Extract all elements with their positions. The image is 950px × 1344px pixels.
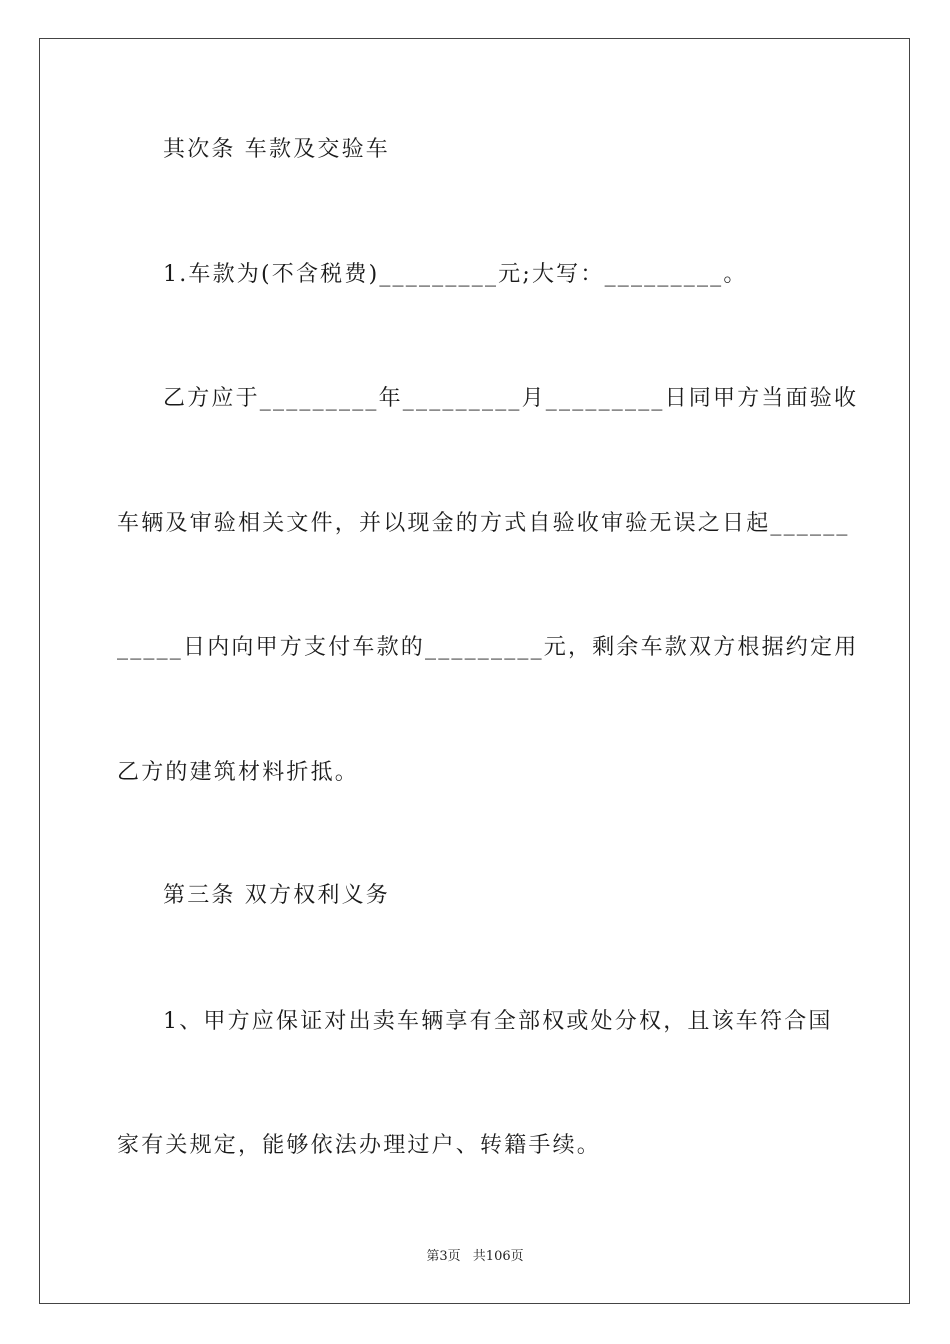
article-2-heading: 其次条 车款及交验车 bbox=[163, 137, 390, 162]
paragraph-line: 1、甲方应保证对出卖车辆享有全部权或处分权，且该车符合国 bbox=[163, 1009, 833, 1034]
article-3-heading: 第三条 双方权利义务 bbox=[163, 883, 390, 908]
paragraph-line: 1.车款为(不含税费)_________元;大写：_________。 bbox=[163, 262, 748, 287]
paragraph-line: 车辆及审验相关文件，并以现金的方式自验收审验无误之日起______ bbox=[117, 511, 850, 536]
paragraph-line: 乙方应于_________年_________月_________日同甲方当面验收 bbox=[163, 386, 859, 411]
total-pages: 共106页 bbox=[472, 1249, 524, 1264]
page-number: 第3页 bbox=[426, 1249, 461, 1264]
page-footer bbox=[0, 1245, 950, 1264]
paragraph-line: 乙方的建筑材料折抵。 bbox=[117, 760, 360, 785]
paragraph-line: _____日内向甲方支付车款的_________元，剩余车款双方根据约定用 bbox=[117, 635, 859, 660]
page-border bbox=[39, 38, 910, 1304]
paragraph-line: 家有关规定，能够依法办理过户、转籍手续。 bbox=[117, 1133, 602, 1158]
